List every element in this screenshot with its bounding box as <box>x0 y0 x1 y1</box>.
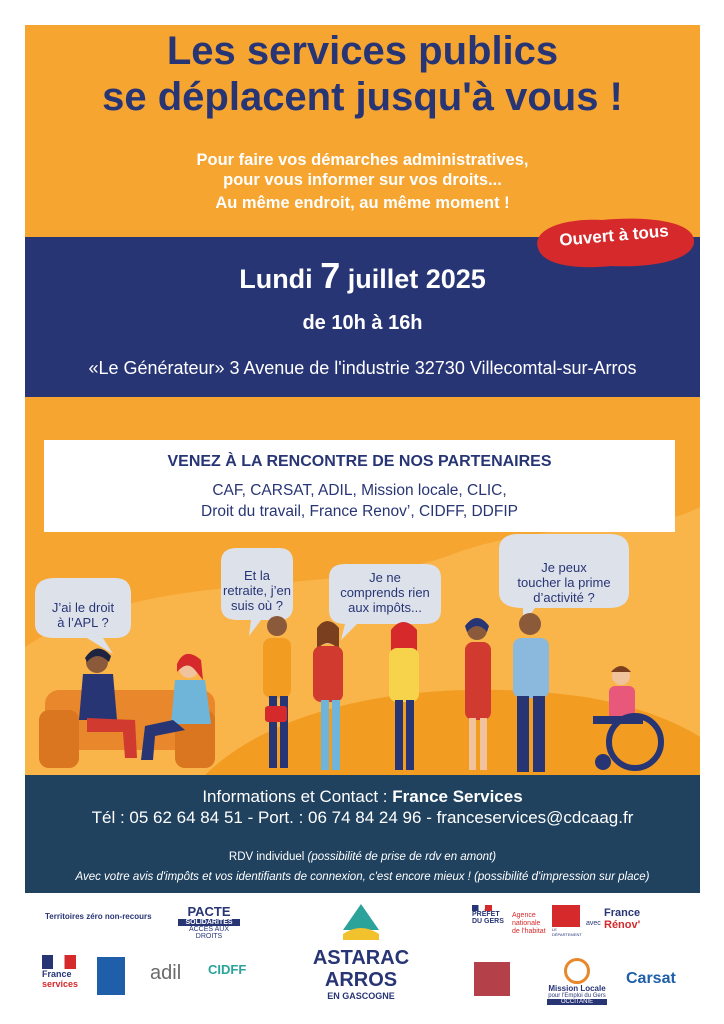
caf-logo <box>97 957 125 995</box>
event-hours: de 10h à 16h <box>302 312 423 334</box>
cidff-logo: CIDFF <box>208 962 247 977</box>
page-title: Les services publics se déplacent jusqu'à vous ! <box>102 29 623 119</box>
adil-logo: adil <box>150 962 182 984</box>
documents-note: Avec votre avis d'impôts et vos identifiants de connexion, c'est encore mieux ! (possibilité d'impression sur place) <box>75 871 650 883</box>
departement-logo: LE DÉPARTEMENT <box>552 905 586 937</box>
tzn-logo: Territoires zéro non-recours <box>45 912 152 921</box>
event-address: «Le Générateur» 3 Avenue de l'industrie 32730 Villecomtal-sur-Arros <box>88 358 637 378</box>
france-services-logo: France services <box>42 955 86 989</box>
speech-bubble-impots: Je ne comprends rien aux impôts... <box>340 570 430 615</box>
pacte-logo: PACTE SOLIDARITÉS ACCÈS AUX DROITS <box>178 904 240 940</box>
rdv-line: RDV individuel (possibilité de prise de rdv en amont) <box>228 851 497 863</box>
header-subtitle: Pour faire vos démarches administratives, pour vous informer sur vos droits... Au même endroit, au même moment ! <box>196 151 529 212</box>
speech-bubble-retraite: Et la retraite, j’en suis où ? <box>223 568 291 613</box>
mission-locale-logo: Mission Locale pour l'Emploi du Gers OCCITANIE <box>547 958 607 1005</box>
france-renov-logo: France Rénov' <box>604 907 641 931</box>
speech-bubble-prime: Je peux toucher la prime d’activité ? <box>517 560 611 605</box>
event-date: Lundi 7 juillet 2025 <box>239 255 486 296</box>
mountain-icon <box>341 900 381 942</box>
contact-phones-email: Tél : 05 62 64 84 51 - Port. : 06 74 84 24 96 - franceservices@cdcaag.fr <box>91 808 634 827</box>
speech-bubble-apl: J’ai le droit à l’APL ? <box>51 600 115 630</box>
open-to-all-badge: Ouvert à tous <box>558 221 670 250</box>
partners-list: CAF, CARSAT, ADIL, Mission locale, CLIC, Droit du travail, France Renov’, CIDFF, DDFIP <box>201 482 518 520</box>
contact-heading: Informations et Contact : France Services <box>202 787 523 806</box>
avec-label: avec <box>586 920 601 927</box>
anah-logo: Agence nationale de l'habitat <box>512 912 546 935</box>
partners-title: VENEZ À LA RENCONTRE DE NOS PARTENAIRES <box>167 453 552 470</box>
prefet-logo: PRÉFET DU GERS <box>472 905 512 925</box>
clic-logo <box>474 962 510 996</box>
carsat-logo: Carsat <box>626 970 676 987</box>
astarac-arros-logo: ASTARAC ARROS EN GASCOGNE <box>303 900 419 1001</box>
